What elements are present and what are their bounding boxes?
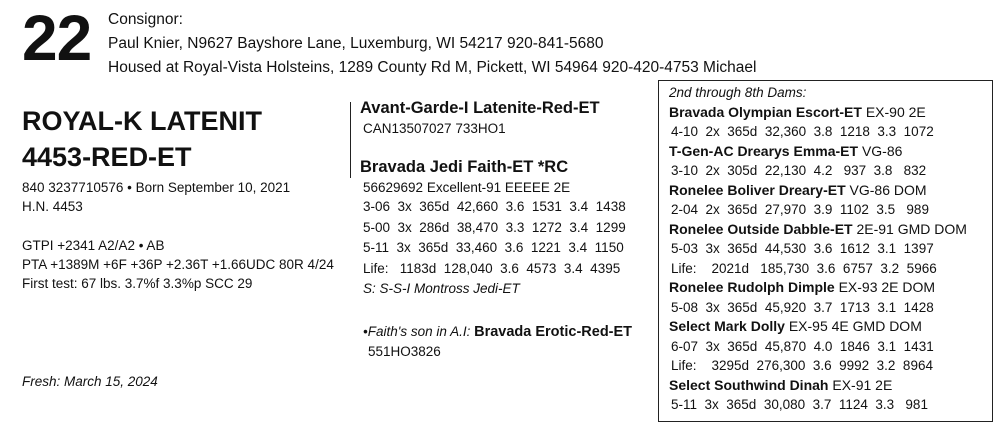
- dam-entry-lifetime: Life: 2021d 185,730 3.6 6757 3.2 5966: [671, 260, 937, 276]
- dams-box: [658, 80, 993, 422]
- dam-entry-score: EX-95 4E GMD DOM: [788, 318, 922, 334]
- dam-entry-score: EX-90 2E: [865, 103, 926, 120]
- dam-record: 5-11 3x 365d 33,460 3.6 1221 3.4 1150: [363, 240, 624, 255]
- consignor-block: [108, 8, 756, 80]
- son-line: [360, 322, 632, 342]
- pedigree-divider: [350, 102, 351, 178]
- dam-entry: [669, 278, 992, 298]
- dam-entry-name: Ronelee Rudolph Dimple: [669, 279, 835, 295]
- consignor-label: Consignor:: [108, 11, 183, 28]
- dam-entry-score: VG-86: [861, 142, 903, 159]
- dam-entry-record: 5-11 3x 365d 30,080 3.7 1124 3.3 981: [671, 397, 928, 412]
- dam-record: 5-00 3x 286d 38,470 3.3 1272 3.4 1299: [363, 219, 626, 235]
- dam-entry-record: 3-10 2x 305d 22,130 4.2 937 3.8 832: [671, 163, 927, 178]
- dam-entry-name: T-Gen-AC Drearys Emma-ET: [669, 142, 859, 159]
- animal-name-line2: 4453-RED-ET: [22, 142, 192, 172]
- dam-entry-score: 2E-91 GMD DOM: [856, 220, 967, 237]
- dam-entry-record: 4-10 2x 365d 32,360 3.8 1218 3.3 1072: [671, 124, 934, 139]
- first-test: First test: 67 lbs. 3.7%f 3.3%p SCC 29: [22, 276, 253, 291]
- animal-id-born: 840 3237710576 • Born September 10, 2021: [22, 180, 291, 195]
- dam-entry-record: 6-07 3x 365d 45,870 4.0 1846 3.1 1431: [671, 338, 934, 354]
- dam-entry-name: Ronelee Outside Dabble-ET: [669, 220, 853, 237]
- dam-sire-note: S: S-S-I Montross Jedi-ET: [363, 281, 520, 296]
- dam-entry-name: Ronelee Boliver Dreary-ET: [669, 181, 846, 198]
- gtpi: GTPI +2341 A2/A2 • AB: [22, 238, 165, 253]
- dam-record: 3-06 3x 365d 42,660 3.6 1531 3.4 1438: [363, 199, 626, 214]
- dam-entry-record: 5-08 3x 365d 45,920 3.7 1713 3.1 1428: [671, 299, 934, 315]
- son-name: Bravada Erotic-Red-ET: [474, 323, 633, 340]
- lot-number: 22: [22, 2, 92, 74]
- sire-name: Avant-Garde-I Latenite-Red-ET: [360, 99, 600, 117]
- dam-entry: [669, 142, 992, 162]
- dam-entry-name: Select Mark Dolly: [669, 318, 785, 334]
- animal-details: [22, 178, 290, 216]
- dam-entry: [669, 220, 992, 240]
- dam-entry-score: EX-93 2E DOM: [838, 279, 936, 295]
- dam-entry-name: Bravada Olympian Escort-ET: [669, 103, 862, 120]
- dam-entry-record: 5-03 3x 365d 44,530 3.6 1612 3.1 1397: [671, 241, 934, 256]
- genomics-block: [22, 236, 334, 293]
- son-id: 551HO3826: [368, 343, 441, 359]
- fresh-date: Fresh: March 15, 2024: [22, 374, 158, 389]
- dam-entry-name: Select Southwind Dinah: [669, 376, 829, 393]
- housed-at: Housed at Royal-Vista Holsteins, 1289 County Rd M, Pickett, WI 54964 920-420-4753 Michael: [108, 59, 757, 76]
- dam-entry-record: 2-04 2x 365d 27,970 3.9 1102 3.5 989: [671, 202, 929, 217]
- dams-box-header: 2nd through 8th Dams:: [669, 85, 807, 100]
- dam-id: 56629692 Excellent-91 EEEEE 2E: [363, 180, 571, 195]
- animal-name-line1: ROYAL-K LATENIT: [22, 106, 262, 136]
- sire-id: CAN13507027 733HO1: [363, 121, 506, 136]
- dam-entry-score: EX-91 2E: [832, 376, 893, 393]
- dam-name: Bravada Jedi Faith-ET *RC: [360, 158, 569, 176]
- dam-entry-score: VG-86 DOM: [849, 181, 927, 198]
- dam-entry: [669, 103, 992, 123]
- consignor-address: Paul Knier, N9627 Bayshore Lane, Luxemburg, WI 54217 920-841-5680: [108, 35, 604, 52]
- dam-entry: [669, 181, 992, 201]
- herd-number: H.N. 4453: [22, 199, 83, 214]
- pta: PTA +1389M +6F +36P +2.36T +1.66UDC 80R 4/24: [22, 257, 334, 272]
- pedigree-column: [360, 98, 632, 362]
- animal-name: [22, 103, 262, 175]
- dam-lifetime-record: Life: 1183d 128,040 3.6 4573 3.4 4395: [363, 260, 621, 276]
- dam-entry: [669, 376, 992, 396]
- dam-entry: [669, 317, 992, 337]
- son-prefix: •Faith's son in A.I:: [363, 323, 475, 339]
- dam-entry-lifetime: Life: 3295d 276,300 3.6 9992 3.2 8964: [671, 358, 933, 373]
